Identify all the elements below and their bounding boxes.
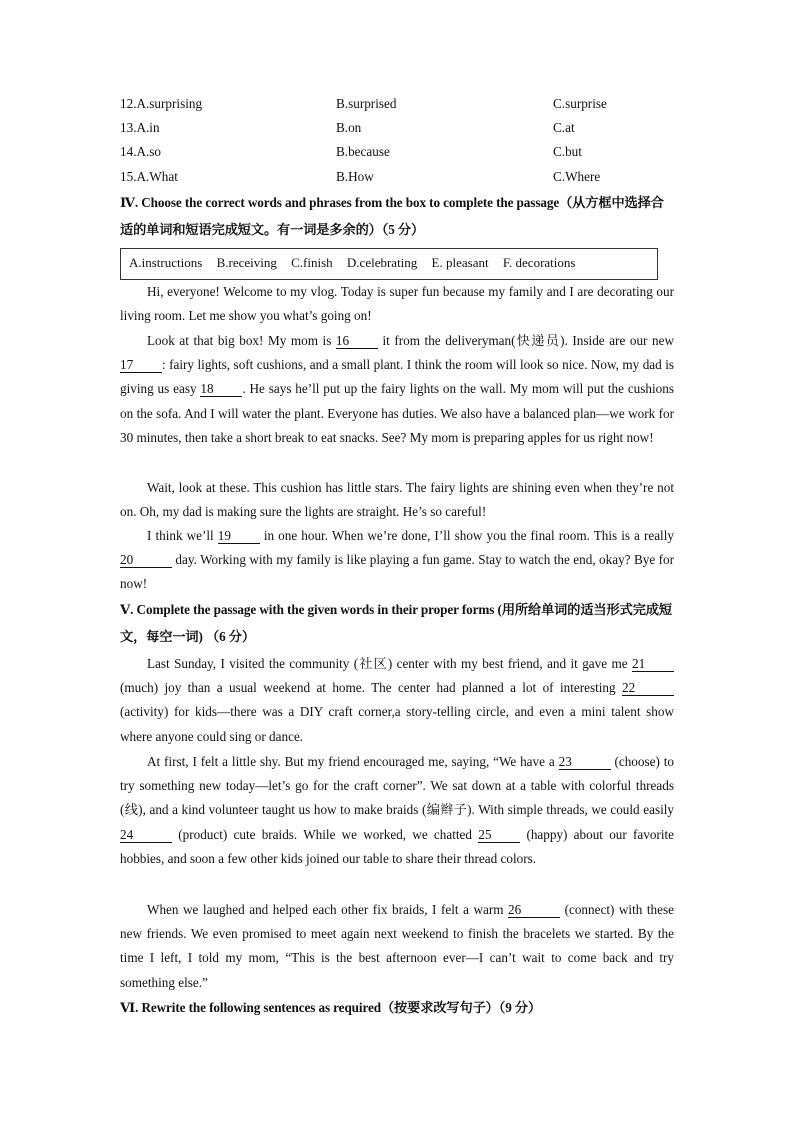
option-b: B.on: [336, 120, 362, 135]
answer-blank-20[interactable]: 20: [120, 552, 172, 568]
section-5-heading: Ⅴ. Complete the passage with the given words in their proper forms (用所给单词的适当形式完成短文，每空一词) （6 分）: [120, 602, 672, 644]
s4-paragraph-1: Hi, everyone! Welcome to my vlog. Today is super fun because my family and I are decorating our living room. Let me show you what’s going on!: [120, 284, 674, 324]
s5-paragraph-3: [120, 898, 674, 995]
text: day. Working with my family is like playing a fun game. Stay to watch the end, okay? Bye for now!: [120, 552, 674, 592]
answer-blank-22[interactable]: 22: [622, 680, 674, 696]
text: (happy) about our favorite hobbies, and soon a few other kids joined our table to share their thread colors.: [120, 826, 674, 866]
answer-blank-24[interactable]: 24: [120, 827, 172, 843]
word-box-item: F. decorations: [502, 255, 576, 270]
text: (activity) for kids—there was a DIY craft corner,a story-telling circle, and even a mini talent show where anyone could sing or dance.: [120, 704, 674, 744]
answer-blank-16[interactable]: 16: [336, 333, 378, 349]
option-a: 12.A.surprising: [120, 96, 203, 111]
text: (choose) to try something new today—let’s go for the craft corner”. We sat down at a table with colorful threads (线), and a kind volunteer taught us how to make braids (编辫子). With simple threads, we could easily: [120, 754, 674, 818]
mc-option-row-12: [120, 94, 680, 114]
word-box-item: E. pleasant: [431, 255, 489, 270]
text: in one hour. When we’re done, I’ll show you the final room. This is a really: [259, 528, 674, 543]
option-c: C.surprise: [553, 96, 607, 111]
mc-option-row-13: [120, 118, 680, 138]
s4-paragraph-2: [120, 329, 674, 450]
answer-blank-21[interactable]: 21: [632, 656, 674, 672]
mc-option-row-15: [120, 167, 680, 187]
section-4-heading: Ⅳ. Choose the correct words and phrases from the box to complete the passage（从方框中选择合适的单词和短语完成短文。有一词是多余的）（5 分）: [120, 195, 664, 237]
answer-blank-17[interactable]: 17: [120, 357, 162, 373]
section-6-heading: Ⅵ. Rewrite the following sentences as required（按要求改写句子）（9 分）: [120, 1000, 542, 1015]
text: : fairy lights, soft cushions, and a small plant. I think the room will look so nice. Now, my dad is giving us easy: [120, 357, 674, 397]
answer-blank-18[interactable]: 18: [200, 381, 242, 397]
text: Last Sunday, I visited the community (社区) center with my best friend, and it gave me: [147, 656, 632, 671]
word-box-item: B.receiving: [216, 255, 277, 270]
text: When we laughed and helped each other fix braids, I felt a warm: [147, 902, 509, 917]
s5-paragraph-1: [120, 652, 674, 749]
option-b: B.surprised: [336, 96, 397, 111]
text: I think we’ll: [147, 528, 218, 543]
answer-blank-19[interactable]: 19: [218, 528, 260, 544]
word-box-item: C.finish: [291, 255, 333, 270]
option-c: C.at: [553, 120, 575, 135]
text: it from the deliveryman(快递员). Inside are our new: [377, 333, 674, 348]
text: (product) cute braids. While we worked, we chatted: [172, 826, 479, 842]
text: At first, I felt a little shy. But my friend encouraged me, saying, “We have a: [147, 754, 559, 769]
text: . He says he’ll put up the fairy lights on the wall. My mom will put the cushions on the sofa. And I will water the plant. Everyone has duties. We also have a balanced plan—we work for 30 minutes, then take a short break to eat snacks. See? My mom is preparing apples for us right now!: [120, 381, 674, 445]
mc-option-row-14: [120, 142, 680, 162]
word-box: [120, 248, 658, 280]
text: (much) joy than a usual weekend at home. The center had planned a lot of interesting: [120, 680, 622, 696]
answer-blank-25[interactable]: 25: [478, 827, 520, 843]
answer-blank-26[interactable]: 26: [508, 902, 560, 918]
s4-paragraph-3: Wait, look at these. This cushion has little stars. The fairy lights are shining even when they’re not on. Oh, my dad is making sure the lights are straight. He’s so careful!: [120, 480, 674, 520]
s5-paragraph-2: [120, 750, 674, 871]
option-b: B.How: [336, 169, 374, 184]
option-a: 15.A.What: [120, 169, 178, 184]
option-a: 13.A.in: [120, 120, 160, 135]
option-a: 14.A.so: [120, 144, 162, 159]
option-b: B.because: [336, 144, 390, 159]
text: (connect) with these new friends. We even promised to meet again next weekend to finish the bracelets we started. By the time I left, I told my mom, “This is the best afternoon ever—I can’t wait to come back and try something else.”: [120, 902, 674, 990]
word-box-item: D.celebrating: [346, 255, 418, 270]
answer-blank-23[interactable]: 23: [559, 754, 611, 770]
option-c: C.but: [553, 144, 582, 159]
word-box-item: A.instructions: [129, 255, 203, 270]
s4-paragraph-4: [120, 524, 674, 597]
option-c: C.Where: [553, 169, 601, 184]
text: Look at that big box! My mom is: [147, 333, 336, 348]
